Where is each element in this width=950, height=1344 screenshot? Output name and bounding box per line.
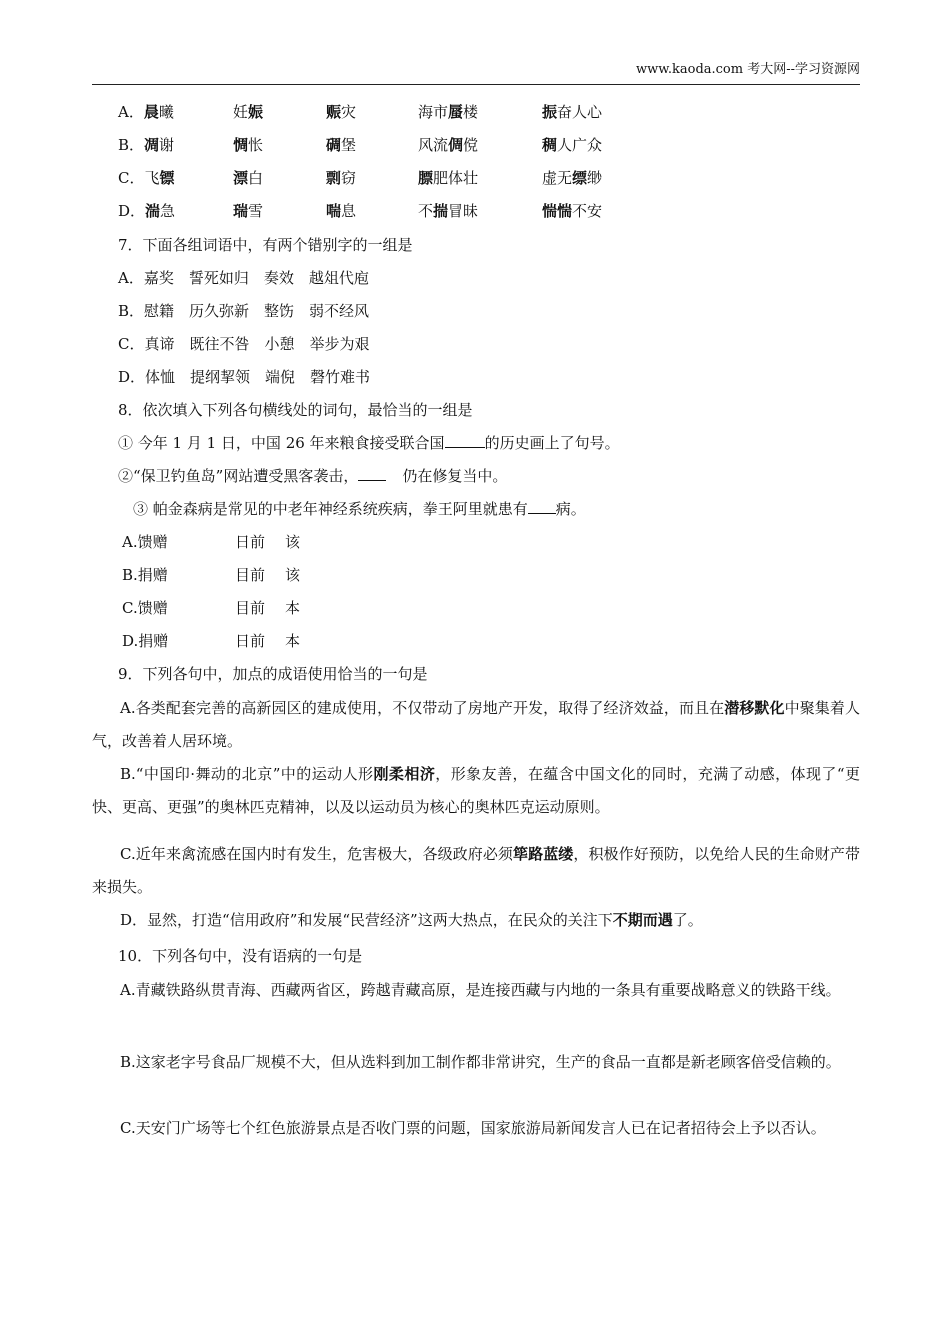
q8-option-c	[122, 598, 168, 618]
q6-bold-char: 赈	[326, 103, 342, 121]
q8-s1-part1: ① 今年 1 月 1 日，中国 26 年来粮食接受联合国	[118, 434, 445, 452]
q6-word	[326, 168, 356, 188]
q8-blank-2	[358, 466, 386, 481]
q6-char: 不安	[572, 202, 603, 220]
q9-a-idiom: 潜移默化	[724, 699, 785, 717]
q8-option-word2: 日前	[235, 533, 266, 551]
q9-b-text1: B.“中国印·舞动的北京”中的运动人形	[120, 765, 374, 783]
q6-word	[418, 102, 478, 122]
q6-char: 飞	[144, 169, 160, 187]
q6-bold-char: 晨	[143, 103, 159, 121]
q6-word	[326, 102, 356, 122]
q6-word	[418, 135, 478, 155]
q6-char: 楼	[463, 103, 479, 121]
q8-option-word3: 该	[285, 566, 301, 584]
q6-char: 不	[418, 202, 434, 220]
q6-bold-char: 瑞	[233, 202, 249, 220]
q6-char: 堡	[341, 136, 357, 154]
q6-char: 曦	[158, 103, 174, 121]
q8-sentence-3	[133, 499, 586, 519]
q6-word	[418, 201, 478, 221]
q8-stem: 8．依次填入下列各句横线处的词句，最恰当的一组是	[118, 401, 473, 419]
q6-char: 妊	[233, 103, 249, 121]
q6-char: 灾	[341, 103, 357, 121]
q8-s3-part2: 病。	[555, 500, 586, 518]
q6-char: 急	[160, 202, 176, 220]
q6-bold-char: 惴惴	[542, 202, 573, 220]
q9-option-a	[92, 692, 860, 758]
q6-char: 谢	[159, 136, 175, 154]
q8-option-word1: B.捐赠	[122, 566, 168, 584]
q6-word	[418, 168, 478, 188]
q6-char: 风流	[418, 136, 449, 154]
q8-s2-part2: 仍在修复当中。	[402, 467, 508, 485]
q6-bold-char: 惆	[233, 136, 249, 154]
q6-char: 人广众	[557, 136, 603, 154]
q7-option-c: C．真谛 既往不咎 小憩 举步为艰	[118, 335, 370, 353]
q6-word	[542, 102, 602, 122]
q6-bold-char: 漂	[233, 169, 249, 187]
q6-char: 窃	[341, 169, 357, 187]
q6-bold-char: 稠	[542, 136, 558, 154]
q9-c-idiom: 筚路蓝缕	[513, 845, 574, 863]
q6-char: 奋人心	[557, 103, 603, 121]
q9-b-idiom: 刚柔相济	[373, 765, 436, 783]
q6-option-b	[118, 135, 174, 155]
q6-word	[542, 135, 602, 155]
q6-bold-char: 碉	[326, 136, 342, 154]
q9-d-text2: 了。	[672, 911, 703, 929]
q9-c-text2: ，积极作好预防，以免给人民的生命财产带来损失。	[92, 845, 860, 896]
q8-blank-3	[528, 499, 556, 514]
q9-option-b	[92, 758, 860, 824]
q6-word	[233, 102, 263, 122]
q6-option-letter: B．	[118, 136, 145, 154]
q6-bold-char: 湍	[145, 202, 161, 220]
q9-option-c	[92, 838, 860, 904]
q6-bold-char: 揣	[433, 202, 449, 220]
q6-char: 雪	[248, 202, 264, 220]
q6-char: 傥	[463, 136, 479, 154]
q8-s2-part1: ②“保卫钓鱼岛”网站遭受黑客袭击，	[118, 467, 359, 485]
q6-option-letter: A．	[118, 103, 144, 121]
q6-word	[233, 168, 263, 188]
q6-bold-char: 娠	[248, 103, 264, 121]
q7-option-b: B．慰籍 历久弥新 整饬 弱不经风	[118, 302, 370, 320]
q6-bold-char: 蜃	[448, 103, 464, 121]
header-rule	[92, 84, 860, 85]
q6-word	[233, 135, 263, 155]
q8-option-word2: 目前	[235, 566, 266, 584]
q10-option-c: C.天安门广场等七个红色旅游景点是否收门票的问题，国家旅游局新闻发言人已在记者招待会上予以否认。	[120, 1119, 826, 1137]
q6-option-a	[118, 102, 174, 122]
q6-bold-char: 倜	[448, 136, 464, 154]
q6-bold-char: 膘	[418, 169, 434, 187]
q6-char: 虚无	[542, 169, 573, 187]
q8-blank-1	[445, 433, 485, 448]
q8-option-word1: C.馈赠	[122, 599, 168, 617]
q6-option-letter: D．	[118, 202, 146, 220]
q9-b-text2: ，形象友善，在蕴含中国文化的同时，充满了动感，体现了“更快、更高、更强”的奥林匹克精神，以及以运动员为核心的奥林匹克运动原则。	[92, 765, 860, 816]
q7-stem: 7．下面各组词语中，有两个错别字的一组是	[118, 236, 413, 254]
q6-char: 白	[248, 169, 264, 187]
q9-d-text1: D．显然，打造“信用政府”和发展“民营经济”这两大热点，在民众的关注下	[120, 911, 613, 929]
q8-option-d	[122, 631, 168, 651]
q8-option-word3: 本	[285, 599, 301, 617]
q6-bold-char: 凋	[144, 136, 160, 154]
q6-bold-char: 镖	[159, 169, 175, 187]
q8-option-word2: 目前	[235, 599, 266, 617]
q9-c-text1: C.近年来禽流感在国内时有发生，危害极大，各级政府必须	[120, 845, 514, 863]
q6-word	[542, 201, 602, 221]
q7-option-d: D．体恤 提纲挈领 端倪 磬竹难书	[118, 368, 371, 386]
q9-a-text1: A.各类配套完善的高新园区的建成使用，不仅带动了房地产开发，取得了经济效益，而且在	[120, 699, 725, 717]
q7-option-a: A．嘉奖 誓死如归 奏效 越俎代庖	[118, 269, 369, 287]
q6-word	[326, 135, 356, 155]
q6-char: 海市	[418, 103, 449, 121]
q8-s3-part1: ③ 帕金森病是常见的中老年神经系统疾病，拳王阿里就患有	[133, 500, 528, 518]
q10-option-a: A.青藏铁路纵贯青海、西藏两省区，跨越青藏高原，是连接西藏与内地的一条具有重要战略意义的铁路干线。	[120, 981, 841, 999]
q6-bold-char: 缥	[572, 169, 588, 187]
q6-bold-char: 剽	[326, 169, 342, 187]
q8-option-word3: 本	[285, 632, 301, 650]
q6-char: 冒昧	[448, 202, 479, 220]
q6-char: 息	[341, 202, 357, 220]
q6-word	[233, 201, 263, 221]
q6-char: 肥体壮	[433, 169, 479, 187]
q6-char: 怅	[248, 136, 264, 154]
q6-bold-char: 振	[542, 103, 558, 121]
site-header: www.kaoda.com 考大网--学习资源网	[636, 62, 860, 77]
q6-bold-char: 喘	[326, 202, 342, 220]
q6-word	[326, 201, 356, 221]
q8-option-b	[122, 565, 168, 585]
q9-d-idiom: 不期而遇	[612, 911, 673, 929]
q10-option-b: B.这家老字号食品厂规模不大，但从选料到加工制作都非常讲究，生产的食品一直都是新老顾客倍受信赖的。	[120, 1053, 841, 1071]
q8-sentence-2	[118, 466, 507, 486]
q6-char: 缈	[587, 169, 603, 187]
q6-word	[542, 168, 602, 188]
q6-option-c	[118, 168, 175, 188]
q10-stem: 10．下列各句中，没有语病的一句是	[118, 947, 363, 965]
q8-s1-part2: 的历史画上了句号。	[484, 434, 620, 452]
q8-sentence-1	[118, 433, 620, 453]
q8-option-word2: 日前	[235, 632, 266, 650]
q8-option-a	[122, 532, 168, 552]
q9-stem: 9．下列各句中，加点的成语使用恰当的一句是	[118, 665, 428, 683]
q8-option-word1: D.捐赠	[122, 632, 169, 650]
q8-option-word3: 该	[285, 533, 301, 551]
q6-option-letter: C．	[118, 169, 145, 187]
q6-option-d	[118, 201, 175, 221]
q9-option-d	[92, 904, 860, 937]
q8-option-word1: A.馈赠	[122, 533, 168, 551]
q9-a-text2: 中聚集着人气，改善着人居环境。	[92, 699, 860, 750]
